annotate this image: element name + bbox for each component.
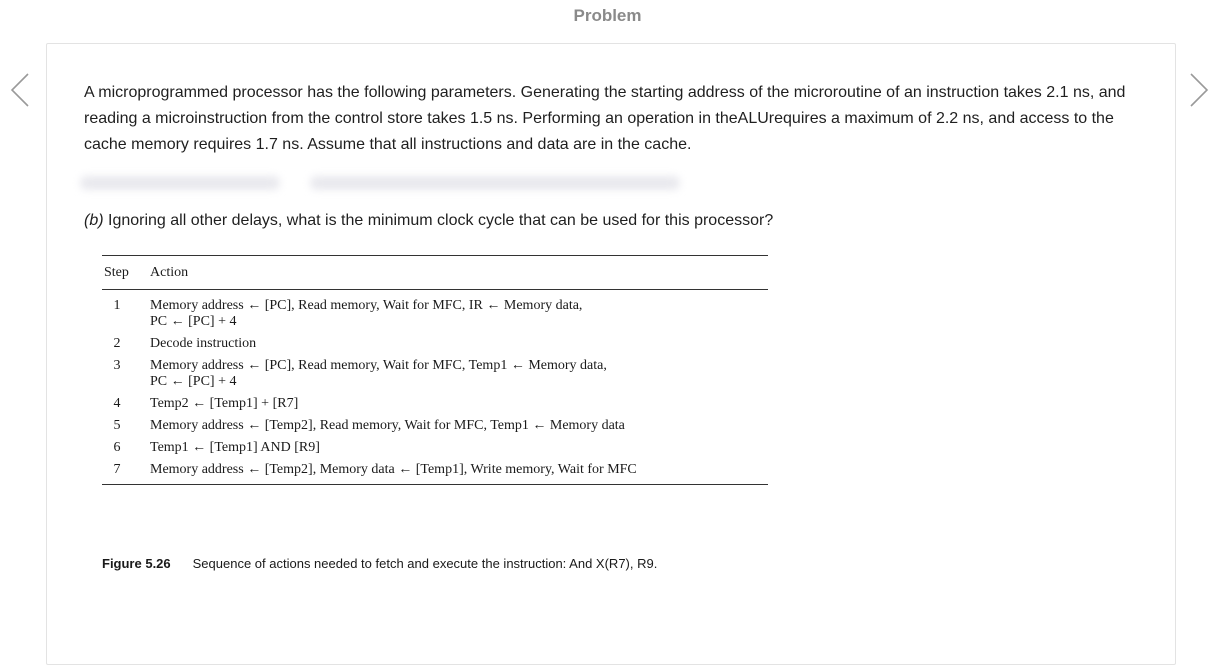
step-action <box>150 393 768 415</box>
figure-label: Figure 5.26 <box>102 556 171 571</box>
blurred-text <box>80 176 280 190</box>
question-text <box>84 209 773 233</box>
previous-arrow-icon[interactable] <box>4 70 38 110</box>
column-header-action: Action <box>150 256 768 290</box>
next-arrow-icon[interactable] <box>1181 70 1215 110</box>
figure-caption <box>102 556 657 571</box>
question-part-label: (b) <box>84 212 104 229</box>
table-row <box>102 355 768 393</box>
action-line: Memory address ← [PC], Read memory, Wait for MFC, Temp1 ← Memory data, <box>150 358 607 373</box>
step-action <box>150 355 768 393</box>
steps-table <box>102 255 768 485</box>
figure-caption-text: Sequence of actions needed to fetch and execute the instruction: And X(R7), R9. <box>192 556 658 571</box>
problem-statement: A microprogrammed processor has the following parameters. Generating the starting address of the microroutine of an instruction takes 2.1 ns, and reading a microinstruction from the control store takes 1.5 ns. Performing an operation in theALUrequires a maximum of 2.2 ns, and access to the cache memory requires 1.7 ns. Assume that all instructions and data are in the cache. <box>84 84 1126 153</box>
step-action <box>150 333 768 355</box>
action-line: Memory address ← [PC], Read memory, Wait for MFC, IR ← Memory data, <box>150 298 583 313</box>
step-number: 6 <box>113 440 121 455</box>
table-row <box>102 415 768 437</box>
step-number: 7 <box>113 462 121 477</box>
table-row <box>102 393 768 415</box>
blurred-text <box>310 176 680 190</box>
action-line-continued: PC ← [PC] + 4 <box>150 374 237 389</box>
step-number: 4 <box>113 396 121 411</box>
table-row <box>102 459 768 485</box>
step-action <box>150 290 768 334</box>
step-number: 3 <box>113 358 121 373</box>
action-line: Temp2 ← [Temp1] + [R7] <box>150 396 299 411</box>
column-header-step: Step <box>102 256 150 290</box>
step-action <box>150 437 768 459</box>
action-line: Memory address ← [Temp2], Read memory, Wait for MFC, Temp1 ← Memory data <box>150 418 625 433</box>
step-number: 1 <box>113 298 121 313</box>
page-title: Problem <box>573 6 642 25</box>
table-row <box>102 437 768 459</box>
action-line: Decode instruction <box>150 336 257 351</box>
step-number: 5 <box>113 418 121 433</box>
question-body: Ignoring all other delays, what is the minimum clock cycle that can be used for this processor? <box>103 212 774 229</box>
table-row <box>102 290 768 334</box>
step-action <box>150 459 768 485</box>
action-line: Temp1 ← [Temp1] AND [R9] <box>150 440 320 455</box>
action-line: Memory address ← [Temp2], Memory data ← [Temp1], Write memory, Wait for MFC <box>150 462 637 477</box>
action-line-continued: PC ← [PC] + 4 <box>150 314 237 329</box>
table-row <box>102 333 768 355</box>
step-number: 2 <box>113 336 121 351</box>
step-action <box>150 415 768 437</box>
